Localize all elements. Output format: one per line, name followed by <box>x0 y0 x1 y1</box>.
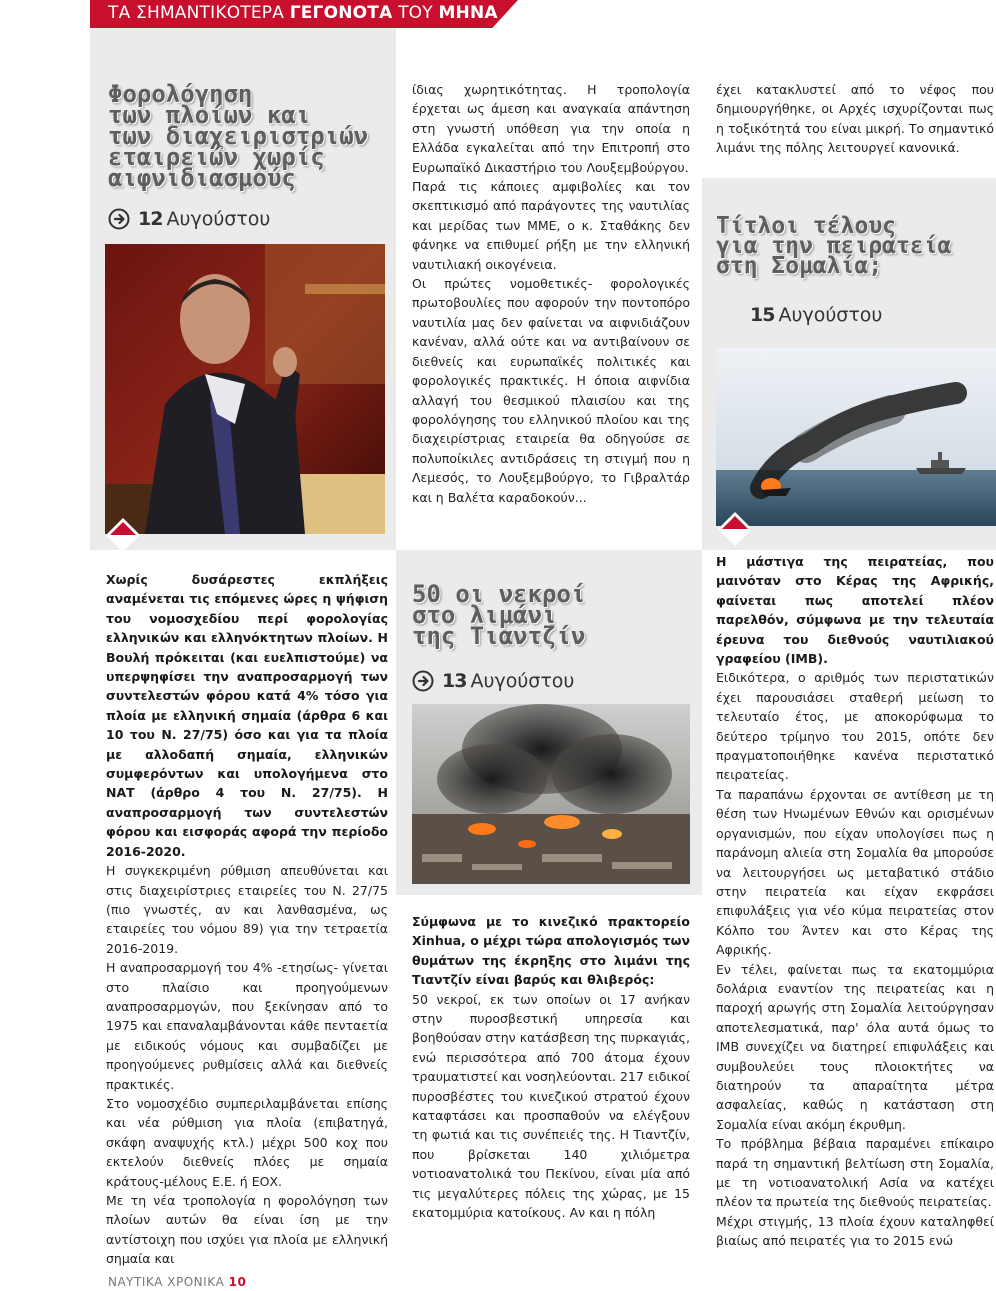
article2-paragraph: 50 νεκροί, εκ των οποίων οι 17 ανήκαν στην πυροσβεστική υπηρεσία και βοηθούσαν στην κατάσβεση της πυρκαγιάς, ενώ περισσότερα από 700 άτομα έχουν τραυματιστεί και νοσηλεύονται. 217 ειδικοί πυροσβέστες του κινεζικού στρατού έχουν καταφτάσει και προσπαθούν να ελέγξουν τη φωτιά και τις συνέπειές της. Η Τιαντζίν, που βρίσκεται 140 χιλιόμετρα νοτιοανατολικά του Πεκίνου, είναι μία από τις μεγαλύτερες πόλεις της χώρας, με 15 εκατομμύρια κατοίκους. Αν και η πόλη <box>412 991 690 1221</box>
article1-lead: Χωρίς δυσάρεστες εκπλήξεις αναμένεται τις επόμενες ώρες η ψήφιση του νομοσχεδίου περί φορολογίας ελληνικών και ελληνόκτητων πλοίων. Η Βουλή πρόκειται (και ευελπιστούμε) να υπερψηφίσει την αναπροσαρμογή των συντελεστών φόρου κατά 4% τόσο για πλοία με ελληνική σημαία (άρθρα 6 και 10 του Ν. 27/75) όσο και για τα πλοία με αλλοδαπή σημαία, ελληνικών συμφερόντων και υπολογήμενα στο ΝΑΤ (άρθρο 4 του Ν. 27/75). Η αναπροσαρμογή των συντελεστών φόρου και εισφοράς αφορά την περίοδο 2016-2020. <box>106 572 388 859</box>
article3-lead: Η μάστιγα της πειρατείας, που μαινόταν στο Κέρας της Αφρικής, φαίνεται πως αποτελεί πλέον παρελθόν, σύμφωνα με την τελευταία έρευνα του διεθνούς ναυτιλιακού γραφείου (IMB). <box>716 554 994 667</box>
article3-date: 15 Αυγούστου <box>750 304 883 326</box>
article1-headline: Φορολόγηση των πλοίων και των διαχειριστριών εταιρειών χωρίς αιφνιδιασμούς <box>108 80 369 193</box>
article1-paragraph: Η συγκεκριμένη ρύθμιση απευθύνεται και στις διαχειρίστριες εταιρείες του Ν. 27/75 (πιο γνωστές, αν και λανθασμένα, ως εταιρείες του νόμου 89) για την τετραετία 2016-2019. <box>106 863 388 956</box>
article3-headline: Τίτλοι τέλους για την πειρατεία στη Σομαλία; <box>716 213 952 280</box>
article1-paragraph: Στο νομοσχέδιο συμπεριλαμβάνεται επίσης και νέα ρύθμιση για πλοία (επιβατηγά, σκάφη αναψυχής κτλ.) μέχρι 500 κοχ που εκτελούν διεθνείς πλόες με σημαία κράτους-μέλους Ε.Ε. ή ΕΟΧ. <box>106 1095 388 1189</box>
article1-paragraph: Οι πρώτες νομοθετικές- φορολογικές πρωτοβουλίες που αφορούν την ποντοπόρο ναυτιλία μας δεν φαίνεται να αιφνιδιάζουν κανέναν, αλλά ούτε και να αντιβαίνουν σε διεθνείς και ευρωπαϊκές πολιτικές και φορολογικές πρακτικές. Η όποια αιφνίδια αλλαγή του θεσμικού πλαισίου και της φορολόγησης του ελληνικού πλοίου και της διαχειρίστριας εταιρεία θα οδηγούσε σε πολυποίκιλες αντιδράσεις τη στιγμή που η Λεμεσός, το Λουξεμβούργο, το Γιβραλτάρ και η Βαλέτα καραδοκούν... <box>412 276 690 505</box>
section-title: ΤΑ ΣΗΜΑΝΤΙΚΟΤΕΡΑ ΓΕΓΟΝΟΤΑ ΤΟΥ ΜΗΝΑ <box>108 3 498 23</box>
article2-continued <box>716 80 994 158</box>
corner-marker <box>718 512 752 546</box>
page-footer <box>108 1275 246 1289</box>
article2-paragraph: έχει κατακλυστεί από το νέφος που δημιουργήθηκε, οι Αρχές ισχυρίζονται πως η τοξικότητά του είναι μικρή. Το σημαντικό λιμάνι της πόλης λειτουργεί κανονικά. <box>716 82 994 156</box>
article1-paragraph: Με τη νέα τροπολογία η φορολόγηση των πλοίων αυτών θα είναι ίση με την αντίστοιχη που ισχύει για πλοία με ελληνική σημαία και <box>106 1193 388 1267</box>
article1-paragraph: ίδιας χωρητικότητας. Η τροπολογία έρχεται ως άμεση και αναγκαία απάντηση στη γνωστή υπόθεση για την οποία η Ελλάδα εγκαλείται από την Επιτροπή στο Ευρωπαϊκό Δικαστήριο του Λουξεμβούργου. <box>412 82 690 175</box>
article3-body <box>716 552 994 1251</box>
magazine-name: ΝΑΥΤΙΚΑ ΧΡΟΝΙΚΑ <box>108 1275 225 1289</box>
article3-paragraph: Εν τέλει, φαίνεται πως τα εκατομμύρια δολάρια εναντίον της πειρατείας και η παροχή αρωγής στη Σομαλία λειτούργησαν αποτελεσματικά, παρ' όλα αυτά όμως το IMB συνεχίζει να διατηρεί επιφυλάξεις και συμβουλεύει τους πλοιοκτήτες να διατηρούν τα απαραίτητα μέτρα ασφαλείας, καθώς η κατάσταση στη Σομαλία είναι ακόμη έκρυθμη. <box>716 961 994 1132</box>
article2-date: 13 Αυγούστου <box>412 670 574 692</box>
explosion-photo <box>412 704 690 884</box>
piracy-photo <box>716 348 996 526</box>
minister-photo <box>105 244 385 534</box>
article2-headline: 50 οι νεκροί στο λιμάνι της Τιαντζίν <box>412 580 586 651</box>
article2-lead: Σύμφωνα με το κινεζικό πρακτορείο Xinhua, ο μέχρι τώρα απολογισμός των θυμάτων της έκρηξης στο λιμάνι της Τιαντζίν είναι βαρύς και θλιβερός: <box>412 914 690 988</box>
article3-paragraph: Ειδικότερα, ο αριθμός των περιστατικών έχει παρουσιάσει σταθερή μείωση το τελευταίο έτος, με αποκορύφωμα το δεύτερο τρίμηνο του 2015, οπότε δεν πραγματοποιήθηκε κανένα περιστατικό πειρατείας. <box>716 670 994 783</box>
article3-paragraph: Μέχρι στιγμής, 13 πλοία έχουν καταληφθεί βιαίως από πειρατές για το 2015 ενώ <box>716 1213 994 1249</box>
article1-paragraph: Η αναπροσαρμογή του 4% -ετησίως- γίνεται στο πλαίσιο και προηγούμενων αναπροσαρμογών, που ξεκίνησαν από το 1975 και επαναλαμβάνονται κάθε πενταετία με ειδικούς νόμους και συμβαδίζει με προηγούμενες ρυθμίσεις αλλά και διεθνείς πρακτικές. <box>106 960 388 1092</box>
article1-continued <box>412 80 690 507</box>
article2-body <box>412 912 690 1223</box>
article1-date: 12 Αυγούστου <box>108 208 270 230</box>
article1-body <box>106 570 388 1269</box>
article1-paragraph: Παρά τις κάποιες αμφιβολίες και τον σκεπτικισμό από παράγοντες της ναυτιλίας και μερίδας των ΜΜΕ, ο κ. Σταθάκης δεν φάνηκε να επιθυμεί ρήξη με την ελληνική ναυτιλιακή οικογένεια. <box>412 179 690 272</box>
arrow-right-icon <box>108 208 130 230</box>
page-number: 10 <box>228 1275 247 1289</box>
article3-paragraph: Τα παραπάνω έρχονται σε αντίθεση με τη θέση των Ηνωμένων Εθνών και ορισμένων οργανισμών, που είχαν υπολογίσει πως η παράνομη αλιεία στη Σομαλία θα μπορούσε να λειτουργήσει ως μεταβατικό στάδιο στην πειρατεία και είχαν εκφράσει επιφυλάξεις για νέο κύμα πειρατείας στον Κόλπο του Άντεν και στο Κέρας της Αφρικής. <box>716 786 994 958</box>
article3-paragraph: Το πρόβλημα βέβαια παραμένει επίκαιρο παρά τη σημαντική βελτίωση στη Σομαλία, με τη νοτιοανατολική Ασία να κατέχει πλέον τα πρωτεία της διεθνούς πειρατείας. <box>716 1136 994 1210</box>
arrow-right-icon <box>412 670 434 692</box>
corner-marker <box>106 518 140 552</box>
